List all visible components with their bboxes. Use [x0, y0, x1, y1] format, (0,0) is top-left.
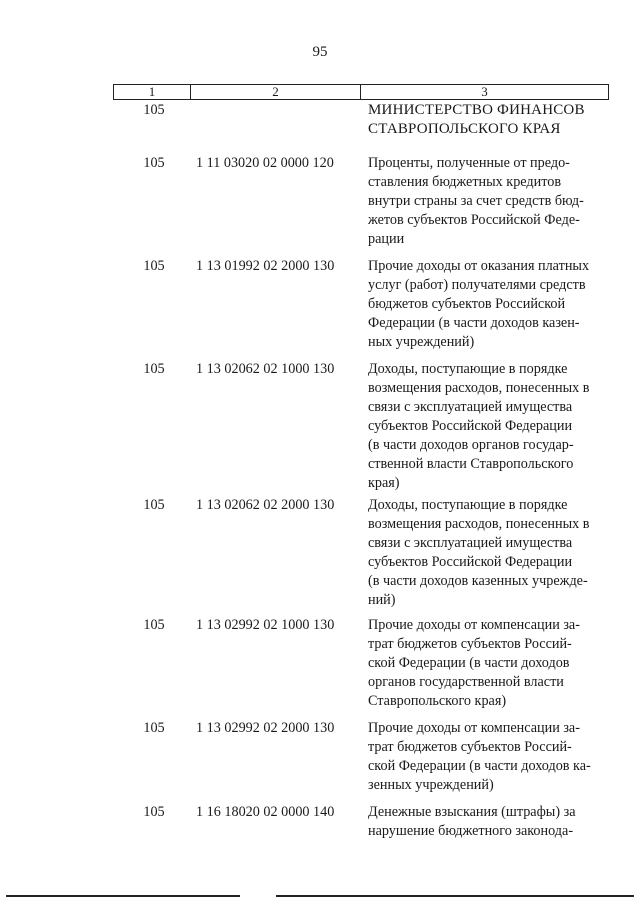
budget-classification-code: 1 11 03020 02 0000 120: [196, 155, 334, 171]
description-line: возмещения расходов, понесенных в: [368, 516, 590, 532]
admin-code: 105: [143, 361, 165, 377]
description-line: Прочие доходы от компенсации за-: [368, 617, 580, 633]
description-line: возмещения расходов, понесенных в: [368, 380, 590, 396]
description-line: ных учреждений): [368, 334, 475, 350]
income-description: [368, 154, 612, 249]
admin-code: 105: [143, 155, 165, 171]
description-line: Доходы, поступающие в порядке: [368, 497, 568, 513]
column-header-row: [113, 84, 609, 100]
description-line: связи с эксплуатацией имущества: [368, 535, 573, 551]
description-line: Доходы, поступающие в порядке: [368, 361, 568, 377]
description-line: ской Федерации (в части доходов: [368, 655, 570, 671]
footer-rule-right: [276, 895, 634, 897]
description-line: субъектов Российской Федерации: [368, 418, 573, 434]
description-line: зенных учреждений): [368, 777, 494, 793]
description-line: внутри страны за счет средств бюд-: [368, 193, 584, 209]
description-line: ственной власти Ставропольского: [368, 456, 574, 472]
budget-classification-code: 1 13 02992 02 2000 130: [196, 720, 335, 736]
income-description: [368, 616, 612, 711]
admin-code: 105: [143, 102, 165, 118]
ministry-title-line: МИНИСТЕРСТВО ФИНАНСОВ: [368, 102, 585, 118]
description-line: Ставропольского края): [368, 693, 507, 709]
description-line: услуг (работ) получателями средств: [368, 277, 586, 293]
description-line: связи с эксплуатацией имущества: [368, 399, 573, 415]
description-line: Проценты, полученные от предо-: [368, 155, 570, 171]
budget-classification-code: 1 13 02992 02 1000 130: [196, 617, 335, 633]
description-line: нарушение бюджетного законода-: [368, 823, 574, 839]
description-line: Денежные взыскания (штрафы) за: [368, 804, 576, 820]
description-line: Прочие доходы от оказания платных: [368, 258, 590, 274]
ministry-title: [368, 101, 612, 139]
description-line: трат бюджетов субъектов Россий-: [368, 636, 572, 652]
description-line: органов государственной власти: [368, 674, 564, 690]
budget-classification-code: 1 13 02062 02 2000 130: [196, 497, 335, 513]
column-header-3: 3: [481, 84, 488, 99]
admin-code: 105: [143, 804, 165, 820]
income-description: [368, 719, 612, 795]
description-line: жетов субъектов Российской Феде-: [368, 212, 580, 228]
income-description: [368, 496, 612, 610]
description-line: (в части доходов органов государ-: [368, 437, 574, 453]
admin-code: 105: [143, 617, 165, 633]
description-line: бюджетов субъектов Российской: [368, 296, 566, 312]
budget-classification-code: 1 13 02062 02 1000 130: [196, 361, 335, 377]
description-line: рации: [368, 231, 405, 247]
income-description: [368, 257, 612, 352]
budget-classification-code: 1 16 18020 02 0000 140: [196, 804, 335, 820]
description-line: трат бюджетов субъектов Россий-: [368, 739, 572, 755]
page-number: 95: [312, 44, 328, 60]
footer-rule-left: [6, 895, 240, 897]
column-header-2: 2: [191, 85, 361, 99]
description-line: ской Федерации (в части доходов ка-: [368, 758, 591, 774]
description-line: ний): [368, 592, 396, 608]
description-line: Федерации (в части доходов казен-: [368, 315, 580, 331]
description-line: (в части доходов казенных учрежде-: [368, 573, 588, 589]
admin-code: 105: [143, 720, 165, 736]
budget-classification-code: 1 13 01992 02 2000 130: [196, 258, 335, 274]
column-header-1: 1: [114, 85, 191, 99]
description-line: края): [368, 475, 400, 491]
ministry-title-line: СТАВРОПОЛЬСКОГО КРАЯ: [368, 121, 561, 137]
description-line: ставления бюджетных кредитов: [368, 174, 562, 190]
income-description: [368, 803, 612, 841]
admin-code: 105: [143, 258, 165, 274]
admin-code: 105: [143, 497, 165, 513]
description-line: субъектов Российской Федерации: [368, 554, 573, 570]
description-line: Прочие доходы от компенсации за-: [368, 720, 580, 736]
income-description: [368, 360, 612, 493]
